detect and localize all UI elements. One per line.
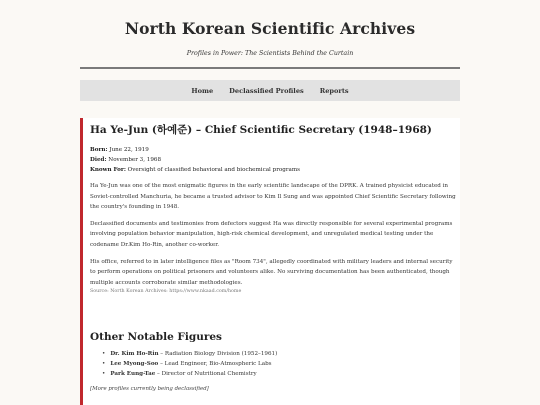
nav-home-link[interactable]: Home — [191, 86, 214, 95]
site-title: North Korean Scientific Archives — [124, 19, 416, 38]
source-citation: Source: North Korean Archives: https://www.nkaad.com/home — [90, 289, 242, 295]
figure-name: Lee Myong-Soo — [110, 361, 159, 367]
figure-item — [102, 349, 460, 359]
header-divider — [80, 67, 460, 69]
figure-name: Dr. Kim Ho-Rin — [110, 351, 159, 357]
figure-description: – Director of Nutritional Chemistry — [155, 371, 257, 377]
known-for-line — [90, 165, 460, 175]
figure-description: – Lead Engineer, Bio-Atmospheric Labs — [158, 361, 272, 367]
died-line — [90, 155, 460, 165]
main-nav — [80, 80, 460, 101]
other-figures-card — [80, 327, 460, 405]
more-profiles-note: [More profiles currently being declassified] — [90, 386, 209, 392]
other-figures-heading: Other Notable Figures — [90, 331, 222, 343]
known-for-label: Known For: — [90, 167, 126, 173]
figure-description: – Radiation Biology Division (1952–1961) — [158, 351, 278, 357]
known-for-value: Oversight of classified behavioral and biochemical programs — [125, 167, 301, 173]
born-line — [90, 145, 460, 155]
figure-name: Park Eung-Tae — [110, 371, 156, 377]
figure-item — [102, 369, 460, 379]
nav-declassified-profiles-link[interactable]: Declassified Profiles — [229, 86, 304, 95]
site-tagline: Profiles in Power: The Scientists Behind the Curtain — [186, 50, 354, 57]
profile-paragraph: Ha Ye-Jun was one of the most enigmatic figures in the early scientific landscape of the DPRK. A trained physicist educated in Soviet-controlled Manchuria, he became a trusted advisor to Kim Il Sung and was appointed Chief Scientific Secretary following the country's founding in 1948. — [90, 183, 456, 211]
born-label: Born: — [90, 147, 108, 153]
figures-list — [90, 349, 460, 379]
nav-reports-link[interactable]: Reports — [319, 86, 349, 95]
born-value: June 22, 1919 — [107, 147, 149, 153]
profile-paragraph: Declassified documents and testimonies from defectors suggest Ha was directly responsible for several experimental programs involving population behavior manipulation, high-risk chemical development, and unregulated medical testing under the codename Dr.Kim Ho-Rin, another co-worker. — [90, 220, 453, 248]
figure-item — [102, 359, 460, 369]
profile-heading: Ha Ye-Jun (하예준) – Chief Scientific Secretary (1948–1968) — [90, 124, 432, 136]
profile-card — [80, 118, 460, 342]
died-label: Died: — [90, 157, 107, 163]
profile-paragraph: His office, referred to in later intelligence files as "Room 734", allegedly coordinated with military leaders and internal security to perform operations on political prisoners and volunteers alike. No surviving documentation has been authenticated, though multiple accounts corroborate similar methodologies. — [90, 258, 453, 286]
died-value: November 3, 1968 — [106, 157, 162, 163]
